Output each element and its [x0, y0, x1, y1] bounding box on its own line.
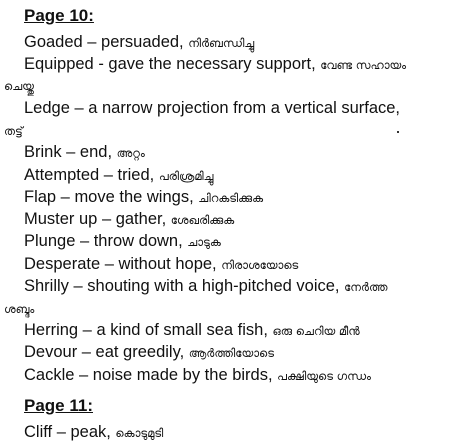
entry-text: Flap – move the wings,	[24, 188, 194, 206]
entry-text: Attempted – tried,	[24, 166, 155, 184]
entry-text: Herring – a kind of small sea fish,	[24, 321, 268, 339]
entry-malayalam: ആർത്തിയോടെ	[188, 346, 275, 360]
entry-cackle	[24, 365, 371, 386]
entry-plunge	[24, 231, 221, 252]
page-10-heading: Page 10:	[24, 6, 94, 25]
entry-desperate	[24, 254, 298, 275]
entry-malayalam: നിരാശയോടെ	[221, 258, 299, 272]
entry-text: Shrilly – shouting with a high-pitched voice,	[24, 277, 340, 295]
entry-text: Devour – eat greedily,	[24, 343, 185, 361]
entry-malayalam: നിർബന്ധിച്ചു	[188, 36, 255, 50]
page-11-heading: Page 11:	[24, 396, 93, 415]
entry-goaded	[24, 32, 254, 53]
entry-malayalam: അറ്റം	[116, 146, 145, 160]
entry-ledge	[24, 98, 400, 118]
entry-devour	[24, 342, 274, 363]
entry-text: Brink – end,	[24, 143, 113, 161]
entry-flap	[24, 187, 263, 208]
entry-text: Plunge – throw down,	[24, 232, 183, 250]
entry-text: Ledge – a narrow projection from a vertical surface,	[24, 99, 401, 117]
entry-text: Goaded – persuaded,	[24, 33, 184, 51]
entry-malayalam: വേണ്ട സഹായം	[320, 58, 407, 72]
entry-shrilly-continuation	[4, 298, 34, 319]
entry-malayalam: ഒരു ചെറിയ മീൻ	[272, 324, 360, 338]
entry-ledge-continuation	[4, 120, 23, 141]
entry-malayalam: ശബ്ദം	[4, 302, 35, 316]
entry-text: Muster up – gather,	[24, 210, 167, 228]
entry-brink	[24, 142, 145, 163]
entry-malayalam: തട്ട്	[4, 124, 23, 138]
stray-dot	[397, 131, 399, 133]
entry-herring	[24, 320, 360, 341]
entry-equipped	[24, 54, 406, 75]
entry-malayalam: നേർത്ത	[344, 280, 388, 294]
entry-malayalam: പക്ഷിയുടെ ഗന്ധം	[277, 369, 371, 383]
entry-malayalam: ചാടുക	[187, 235, 221, 249]
entry-malayalam: പരിശ്രമിച്ചു	[158, 169, 214, 183]
entry-text: Cliff – peak,	[24, 423, 111, 441]
entry-malayalam: കൊടുമുടി	[115, 426, 164, 440]
entry-cliff	[24, 422, 163, 443]
entry-muster-up	[24, 209, 234, 230]
entry-equipped-continuation	[4, 75, 34, 96]
entry-text: Cackle – noise made by the birds,	[24, 366, 273, 384]
entry-malayalam: ചിറകടിക്കുക	[198, 191, 264, 205]
entry-attempted	[24, 165, 213, 186]
entry-text: Equipped - gave the necessary support,	[24, 55, 316, 73]
entry-shrilly	[24, 276, 387, 297]
entry-malayalam: ശേഖരിക്കുക	[170, 213, 235, 227]
entry-malayalam: ചെയ്തു	[4, 79, 34, 93]
entry-text: Desperate – without hope,	[24, 255, 217, 273]
